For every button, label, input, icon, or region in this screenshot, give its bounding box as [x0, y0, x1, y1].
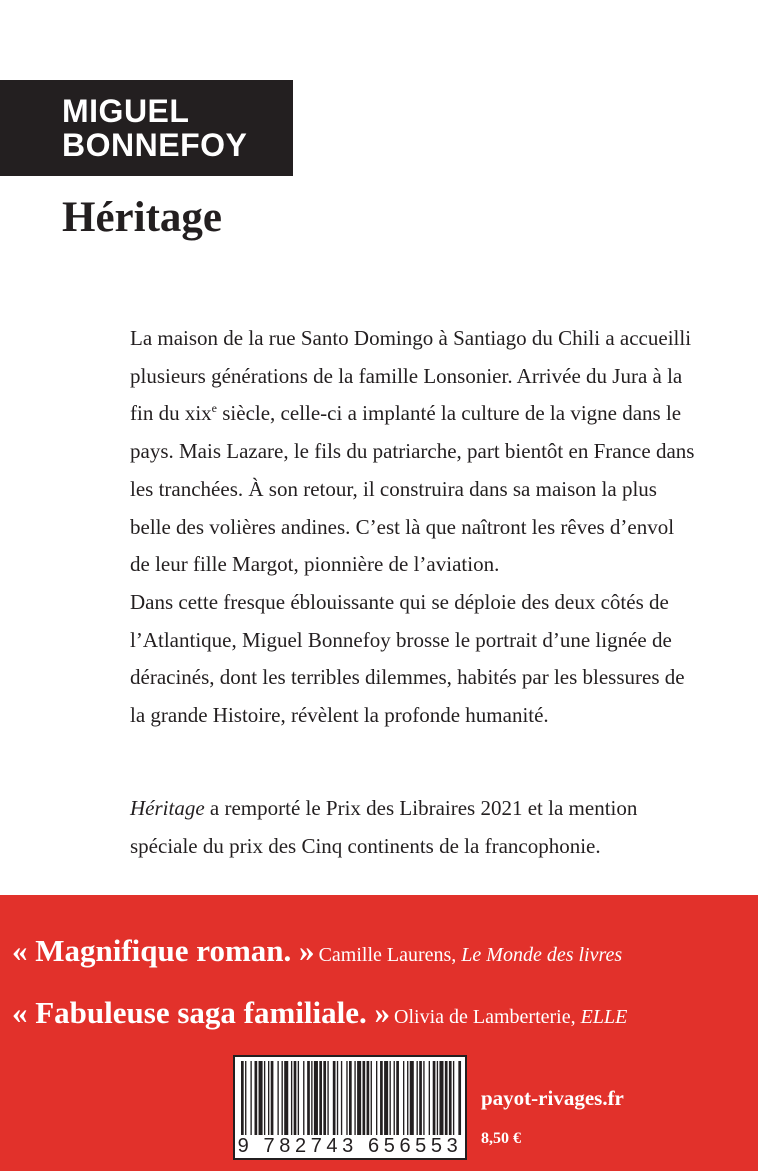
- barcode-bar: [298, 1061, 299, 1135]
- review-quote-2: [12, 995, 627, 1031]
- barcode-bar: [449, 1061, 452, 1135]
- barcode-bar: [419, 1061, 422, 1135]
- isbn-barcode: [233, 1055, 467, 1160]
- author-name-box: [0, 80, 293, 176]
- review-quote-text: « Magnifique roman. »: [12, 933, 315, 968]
- barcode-bar: [445, 1061, 448, 1135]
- barcode-bar: [437, 1061, 438, 1135]
- prize-text: a remporté le Prix des Libraires 2021 et la mention spéciale du prix des Cinq continents de la francophonie.: [130, 796, 638, 858]
- synopsis-paragraph-2: Dans cette fresque éblouissante qui se déploie des deux côtés de l’Atlantique, Miguel Bonnefoy brosse le portrait d’une lignée de déracinés, dont les terribles dilemmes, habités par les blessures de la grande Histoire, révèlent la profonde humanité.: [130, 589, 685, 728]
- review-quote-text: « Fabuleuse saga familiale. »: [12, 995, 391, 1030]
- prize-book-title: Héritage: [130, 796, 205, 820]
- barcode-bar: [349, 1061, 352, 1135]
- review-quote-1: [12, 933, 622, 969]
- barcode-bar: [250, 1061, 251, 1135]
- barcode-bar: [346, 1061, 347, 1135]
- price: 8,50 €: [481, 1130, 521, 1147]
- publisher-website: payot-rivages.fr: [481, 1086, 624, 1110]
- barcode-bar: [367, 1061, 370, 1135]
- barcode-bar: [410, 1061, 414, 1135]
- barcode-bar: [376, 1061, 377, 1135]
- review-author: Camille Laurens,: [318, 944, 462, 966]
- barcode-bar: [311, 1061, 312, 1135]
- barcode-bar: [390, 1061, 391, 1135]
- barcode-bar: [291, 1061, 292, 1135]
- barcode-bar: [423, 1061, 424, 1135]
- barcode-bar: [303, 1061, 304, 1135]
- barcode-bar: [371, 1061, 372, 1135]
- barcode-bar: [264, 1061, 265, 1135]
- barcode-bar: [323, 1061, 326, 1135]
- barcode-bar: [255, 1061, 258, 1135]
- barcode-bar: [433, 1061, 436, 1135]
- barcode-bar: [277, 1061, 278, 1135]
- barcode-bar: [363, 1061, 366, 1135]
- barcode-bar: [337, 1061, 338, 1135]
- author-first-name: MIGUEL: [62, 93, 190, 129]
- synopsis-paragraph-1: La maison de la rue Santo Domingo à Santiago du Chili a accueilli plusieurs générations de la famille Lonsonier. Arrivée du Jura à la fin du xix$^e$ siècle, celle-ci a implanté la culture de la vigne dans le pays. Mais Lazare, le fils du patriarche, part bientôt en France dans les tranchées. À son retour, il construira dans sa maison la plus belle des volières andines. C’est là que naîtront les rêves d’envol de leur fille Margot, pionnière de l’aviation.: [130, 326, 695, 577]
- isbn-number: 9 782743 656553: [237, 1135, 463, 1157]
- barcode-bar: [307, 1061, 310, 1135]
- barcode-bar: [384, 1061, 388, 1135]
- barcode-bar: [453, 1061, 454, 1135]
- barcode-bar: [357, 1061, 361, 1135]
- review-author: Olivia de Lamberterie,: [394, 1006, 581, 1028]
- barcode-bar: [341, 1061, 342, 1135]
- review-publication: Le Monde des livres: [461, 944, 623, 966]
- barcode-bar: [333, 1061, 336, 1135]
- barcode-bar: [394, 1061, 395, 1135]
- barcode-bar: [458, 1061, 461, 1135]
- barcode-bar: [439, 1061, 443, 1135]
- barcode-bar: [354, 1061, 355, 1135]
- barcode-bars: [235, 1057, 465, 1137]
- barcode-bar: [259, 1061, 263, 1135]
- barcode-bar: [241, 1061, 244, 1135]
- barcode-bar: [319, 1061, 322, 1135]
- barcode-bar: [396, 1061, 399, 1135]
- barcode-bar: [403, 1061, 404, 1135]
- author-last-name: BONNEFOY: [62, 127, 248, 163]
- barcode-bar: [245, 1061, 246, 1135]
- book-title: Héritage: [62, 194, 222, 241]
- barcode-bar: [314, 1061, 318, 1135]
- barcode-bar: [327, 1061, 328, 1135]
- barcode-bar: [271, 1061, 274, 1135]
- barcode-bar: [380, 1061, 383, 1135]
- barcode-bar: [284, 1061, 288, 1135]
- barcode-bar: [282, 1061, 283, 1135]
- review-publication: ELLE: [580, 1006, 628, 1028]
- review-band: [0, 895, 758, 1171]
- prize-note: [130, 790, 696, 865]
- barcode-bar: [417, 1061, 418, 1135]
- barcode-bar: [429, 1061, 430, 1135]
- barcode-bar: [268, 1061, 269, 1135]
- barcode-bar: [407, 1061, 408, 1135]
- synopsis: [130, 320, 696, 735]
- barcode-bar: [294, 1061, 297, 1135]
